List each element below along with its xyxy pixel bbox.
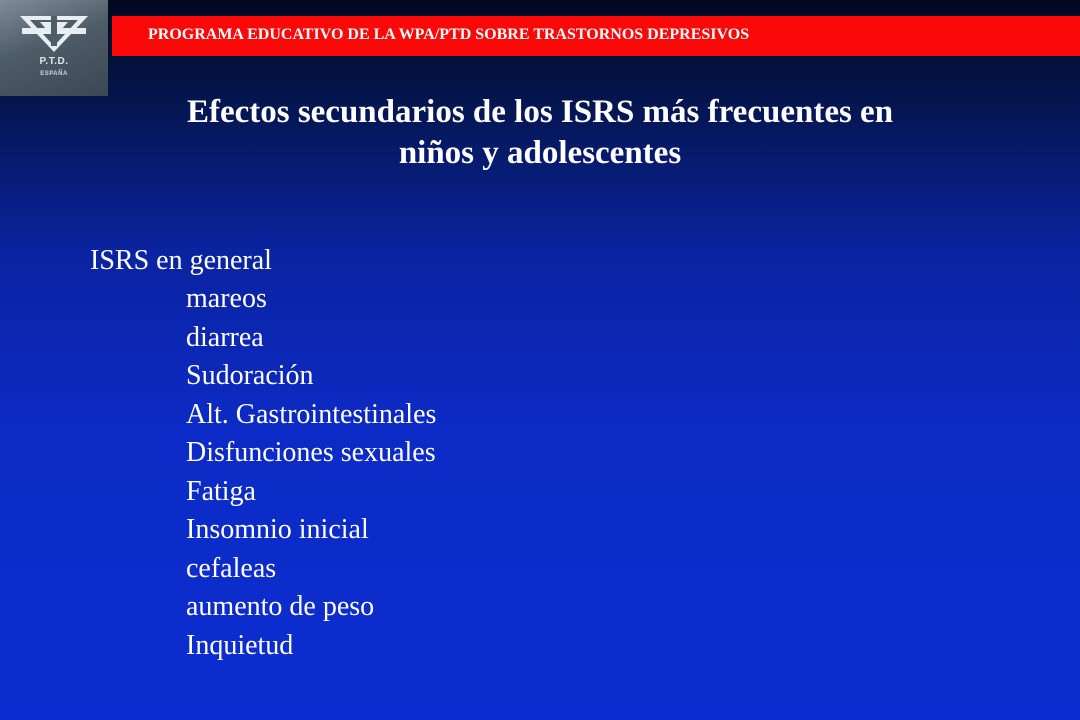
list-item: Fatiga xyxy=(186,475,256,507)
list-item: diarrea xyxy=(186,321,264,353)
ptd-logo-icon xyxy=(18,14,90,54)
side-effects-list xyxy=(186,280,436,665)
list-item: Insomnio inicial xyxy=(186,514,369,545)
title-line-1: Efectos secundarios de los ISRS más frecuentes en xyxy=(186,94,894,130)
logo-name: P.T.D. xyxy=(39,56,69,67)
list-item: Inquietud xyxy=(186,629,294,661)
list-item: Sudoración xyxy=(186,360,314,391)
list-item: Alt. Gastrointestinales xyxy=(186,398,437,430)
logo xyxy=(0,0,108,96)
list-item: aumento de peso xyxy=(186,591,375,622)
header-banner xyxy=(112,16,1080,56)
slide-title xyxy=(40,92,1040,174)
list-item: cefaleas xyxy=(186,552,277,584)
banner-text: PROGRAMA EDUCATIVO DE LA WPA/PTD SOBRE TRASTORNOS DEPRESIVOS xyxy=(148,26,750,43)
list-item: Disfunciones sexuales xyxy=(186,437,436,468)
title-line-2: niños y adolescentes xyxy=(398,135,682,171)
logo-country: ESPAÑA xyxy=(40,71,68,77)
list-header: ISRS en general xyxy=(90,245,272,276)
list-item: mareos xyxy=(186,283,267,314)
